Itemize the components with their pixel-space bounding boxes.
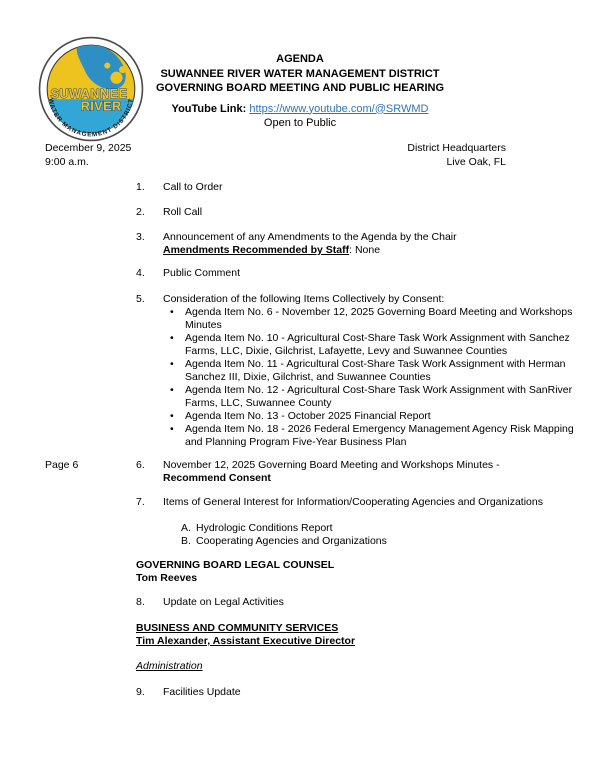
recommend-consent-label: Recommend Consent: [163, 472, 271, 484]
item-3-line2: [163, 244, 600, 257]
item-text: Public Comment: [163, 267, 241, 279]
page-number-label: Page 6: [45, 459, 79, 471]
item-number: 4.: [136, 267, 145, 279]
district-name: SUWANNEE RIVER WATER MANAGEMENT DISTRICT: [160, 67, 440, 80]
agenda-item-6: [45, 459, 600, 485]
item-number: 6.: [136, 459, 145, 471]
meeting-date: December 9, 2025: [45, 142, 132, 154]
youtube-link-label: YouTube Link:: [171, 102, 247, 115]
meeting-time: 9:00 a.m.: [45, 156, 89, 168]
item-text: Update on Legal Activities: [163, 596, 284, 608]
amendments-recommended-label: Amendments Recommended by Staff: [163, 244, 350, 256]
section-title: BUSINESS AND COMMUNITY SERVICES: [136, 622, 339, 634]
item-number: 5.: [136, 293, 145, 305]
youtube-line: [0, 102, 600, 117]
item-7-subitems: [181, 522, 600, 548]
agenda-body: [0, 176, 600, 699]
amendments-value: : None: [349, 244, 381, 256]
section-title: GOVERNING BOARD LEGAL COUNSEL: [136, 559, 335, 571]
open-to-public-label: Open to Public: [263, 117, 337, 129]
consent-item: • Agenda Item No. 11 - Agricultural Cost-Share Task Work Assignment with Herman Sanchez III, Dixie, Gilchrist, and Suwannee Counties: [168, 358, 577, 384]
subitem-text: Cooperating Agencies and Organizations: [196, 535, 387, 547]
item-number: 9.: [136, 686, 145, 698]
consent-item: • Agenda Item No. 10 - Agricultural Cost-Share Task Work Assignment with Sanchez Farms, LLC, Dixie, Gilchrist, Lafayette, Levy and Suwannee Counties: [168, 332, 577, 358]
agenda-item-2: [136, 206, 600, 219]
subitem-text: Hydrologic Conditions Report: [196, 522, 333, 534]
subitem-b: [181, 535, 600, 548]
location-line1: District Headquarters: [407, 142, 506, 154]
agenda-item-3: [136, 231, 600, 257]
item-text: Roll Call: [163, 206, 203, 218]
consent-item: • Agenda Item No. 13 - October 2025 Financial Report: [168, 410, 577, 423]
consent-item: • Agenda Item No. 18 - 2026 Federal Emergency Management Agency Risk Mapping and Planning Program Five-Year Business Plan: [168, 423, 577, 449]
subsection-title: Administration: [136, 660, 203, 672]
seal-arc-text: WATER MANAGEMENT DISTRICT: [46, 97, 136, 139]
agenda-item-8: [136, 596, 600, 609]
item-text: Consideration of the following Items Collectively by Consent:: [163, 293, 445, 305]
item-6-line1: November 12, 2025 Governing Board Meeting and Workshops Minutes -: [163, 459, 500, 471]
seal-text-river: RIVER: [80, 98, 122, 114]
location-line2: Live Oak, FL: [446, 156, 506, 168]
agenda-item-4: [136, 267, 600, 280]
item-text: Items of General Interest for Information/Cooperating Agencies and Organizations: [163, 496, 543, 508]
item-number: 7.: [136, 496, 145, 508]
consent-items-list: [168, 306, 577, 449]
seal-text-suwannee: SUWANNEE: [50, 86, 128, 102]
agenda-item-9: [136, 686, 600, 699]
subsection-administration: [136, 660, 600, 673]
agenda-title: AGENDA: [276, 53, 324, 65]
meeting-title: GOVERNING BOARD MEETING AND PUBLIC HEARING: [155, 82, 445, 94]
youtube-link[interactable]: https://www.youtube.com/@SRWMD: [249, 102, 429, 115]
item-number: 8.: [136, 596, 145, 608]
consent-item: • Agenda Item No. 12 - Agricultural Cost-Share Task Work Assignment with SanRiver Farms, LLC, Suwannee County: [168, 384, 577, 410]
item-text: Call to Order: [163, 181, 223, 193]
item-text: [163, 459, 600, 485]
section-person: Tim Alexander, Assistant Executive Director: [136, 635, 356, 647]
section-person: Tom Reeves: [136, 572, 198, 584]
section-business-services: [136, 622, 600, 648]
item-number: 1.: [136, 181, 145, 193]
section-legal-counsel: [136, 559, 600, 585]
agenda-item-7: [136, 496, 600, 509]
subitem-a: [181, 522, 600, 535]
item-3-line1: Announcement of any Amendments to the Agenda by the Chair: [163, 231, 457, 243]
agenda-item-1: [136, 181, 600, 194]
item-number: 2.: [136, 206, 145, 218]
subitem-letter: B.: [181, 535, 191, 547]
meeting-datetime: [45, 141, 131, 169]
item-number: 3.: [136, 231, 145, 243]
item-text: Facilities Update: [163, 686, 241, 698]
consent-item: • Agenda Item No. 6 - November 12, 2025 Governing Board Meeting and Workshops Minutes: [168, 306, 577, 332]
meeting-location: [407, 141, 506, 169]
agenda-item-5: [136, 293, 600, 306]
subitem-letter: A.: [181, 522, 191, 534]
item-text: [163, 231, 600, 257]
document-header: [0, 52, 600, 131]
